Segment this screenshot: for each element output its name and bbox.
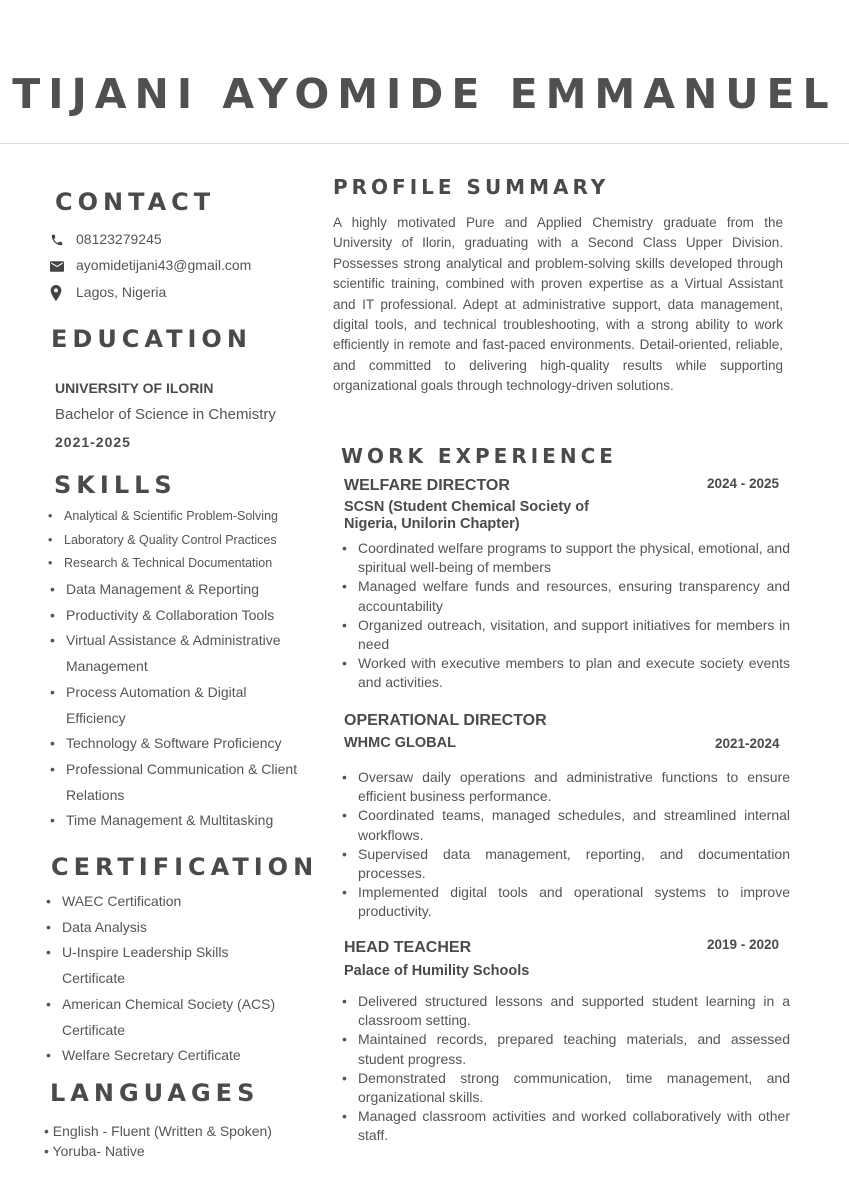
- list-item: • Managed welfare funds and resources, ensuring transparency and accountability: [342, 577, 790, 615]
- job-organization: WHMC GLOBAL: [344, 735, 456, 751]
- contact-email: [50, 257, 251, 273]
- degree-name: Bachelor of Science in Chemistry: [55, 406, 276, 423]
- list-item: • Technology & Software Proficiency: [50, 731, 300, 757]
- list-item: • Productivity & Collaboration Tools: [50, 603, 300, 629]
- education-heading: EDUCATION: [51, 325, 252, 353]
- resume-header: [0, 0, 849, 144]
- list-item: • Virtual Assistance & Administrative Management: [50, 628, 300, 679]
- list-item: • Managed classroom activities and worked collaboratively with other staff.: [342, 1107, 790, 1145]
- university-name: UNIVERSITY OF ILORIN: [55, 380, 214, 396]
- job-bullets: [342, 539, 790, 693]
- list-item: • American Chemical Society (ACS) Certificate: [46, 992, 286, 1043]
- left-column: [0, 143, 319, 1200]
- list-item: • Time Management & Multitasking: [50, 808, 300, 834]
- job-date: 2019 - 2020: [707, 937, 780, 952]
- list-item: • Demonstrated strong communication, time management, and organizational skills.: [342, 1069, 790, 1107]
- certification-heading: CERTIFICATION: [51, 853, 319, 881]
- languages-list: [44, 1121, 272, 1161]
- list-item: • Yoruba- Native: [44, 1143, 145, 1159]
- list-item: • Welfare Secretary Certificate: [46, 1043, 286, 1069]
- phone-number: 08123279245: [76, 231, 162, 247]
- job-title: WELFARE DIRECTOR: [344, 477, 510, 494]
- location-text: Lagos, Nigeria: [76, 284, 167, 300]
- list-item: • Data Analysis: [46, 915, 286, 941]
- contact-phone: [50, 231, 162, 247]
- work-experience-heading: WORK EXPERIENCE: [341, 444, 617, 468]
- skills-list: [50, 577, 300, 834]
- profile-summary-text: A highly motivated Pure and Applied Chemistry graduate from the University of Ilorin, graduating with a Second Class Upper Division. Possesses strong analytical and problem-solving skills developed through scientific training, combined with proven expertise as a Virtual Assistant and IT professional. Adept at administrative support, data management, digital tools, and technical troubleshooting, with a strong ability to work efficiently in remote and fast-paced environments. Detail-oriented, reliable, and committed to delivering high-quality results while supporting organizational goals through technology-driven solutions.: [333, 215, 783, 394]
- list-item: • Supervised data management, reporting, and documentation processes.: [342, 845, 790, 883]
- list-item: • Research & Technical Documentation: [48, 552, 303, 576]
- location-pin-icon: [50, 285, 68, 301]
- candidate-name: TIJANI AYOMIDE EMMANUEL: [12, 70, 837, 118]
- skills-heading: SKILLS: [54, 471, 177, 499]
- list-item: • U-Inspire Leadership Skills Certificate: [46, 940, 286, 991]
- list-item: • Analytical & Scientific Problem-Solving: [48, 505, 303, 529]
- languages-heading: LANGUAGES: [50, 1079, 260, 1107]
- list-item: • Coordinated welfare programs to support the physical, emotional, and spiritual well-being of members: [342, 539, 790, 577]
- mail-icon: [50, 261, 68, 272]
- list-item: • Organized outreach, visitation, and support initiatives for members in need: [342, 616, 790, 654]
- list-item: • Coordinated teams, managed schedules, and streamlined internal workflows.: [342, 806, 790, 844]
- list-item: • Delivered structured lessons and supported student learning in a classroom setting.: [342, 992, 790, 1030]
- job-title: HEAD TEACHER: [344, 939, 472, 956]
- list-item: • Professional Communication & Client Relations: [50, 757, 300, 808]
- skills-list-small: [48, 505, 303, 576]
- profile-summary-heading: PROFILE SUMMARY: [333, 175, 610, 199]
- list-item: • Implemented digital tools and operational systems to improve productivity.: [342, 883, 790, 921]
- education-years: 2021-2025: [55, 434, 131, 450]
- job-bullets: [342, 992, 790, 1146]
- list-item: • Worked with executive members to plan and execute society events and activities.: [342, 654, 790, 692]
- list-item: • WAEC Certification: [46, 889, 286, 915]
- phone-icon: [50, 233, 68, 247]
- contact-heading: CONTACT: [55, 188, 216, 216]
- job-organization: Palace of Humility Schools: [344, 963, 530, 979]
- list-item: • Maintained records, prepared teaching materials, and assessed student progress.: [342, 1030, 790, 1068]
- job-date: 2021-2024: [715, 736, 780, 751]
- job-title: OPERATIONAL DIRECTOR: [344, 712, 547, 729]
- job-date: 2024 - 2025: [707, 476, 780, 491]
- list-item: • Oversaw daily operations and administrative functions to ensure efficient business performance.: [342, 768, 790, 806]
- certification-list: [46, 889, 286, 1069]
- email-address: ayomidetijani43@gmail.com: [76, 257, 252, 273]
- list-item: • Laboratory & Quality Control Practices: [48, 529, 303, 553]
- job-bullets: [342, 768, 790, 922]
- list-item: • Process Automation & Digital Efficiency: [50, 680, 300, 731]
- list-item: • English - Fluent (Written & Spoken): [44, 1123, 272, 1139]
- list-item: • Data Management & Reporting: [50, 577, 300, 603]
- contact-location: [50, 284, 166, 301]
- job-organization: SCSN (Student Chemical Society of Nigeria, Unilorin Chapter): [344, 499, 589, 532]
